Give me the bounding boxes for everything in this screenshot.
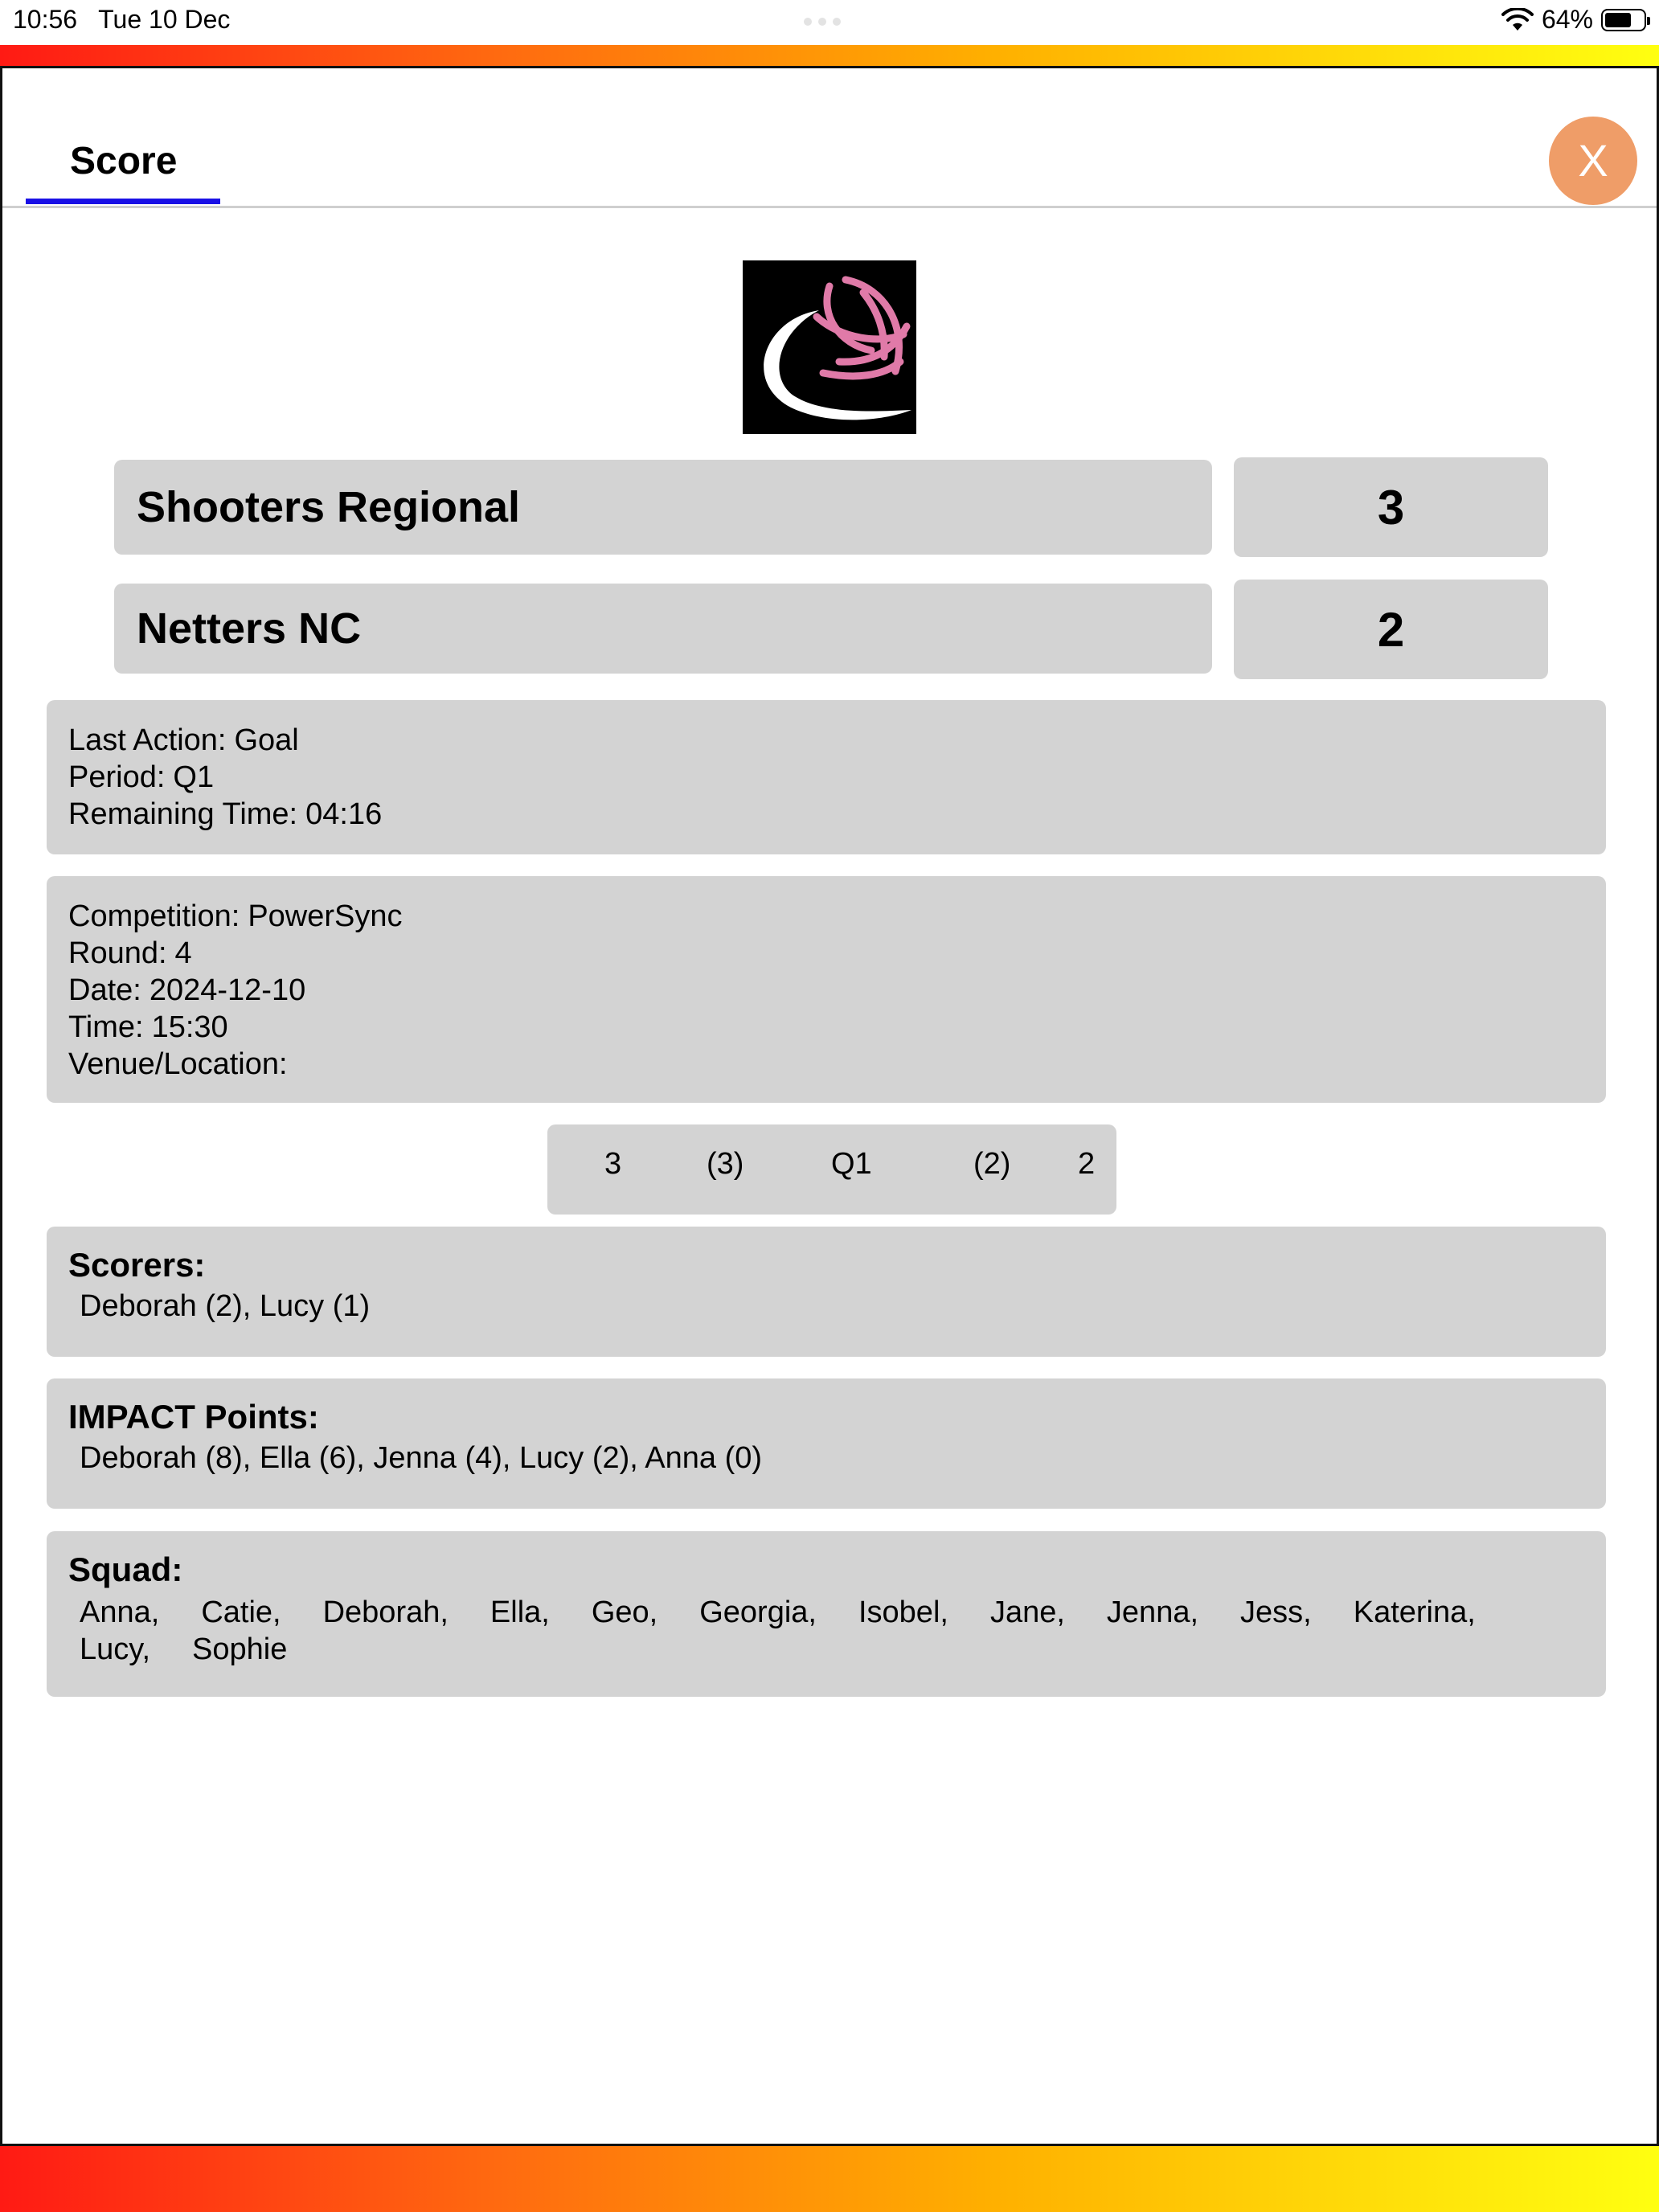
squad-member: Lucy,	[80, 1632, 151, 1666]
squad-member: Katerina,	[1353, 1596, 1476, 1629]
last-action-value: Goal	[234, 723, 299, 757]
date-row: Date: 2024-12-10	[68, 973, 306, 1007]
status-indicators	[1501, 5, 1646, 35]
squad-title: Squad:	[68, 1550, 183, 1588]
status-time: 10:56	[13, 5, 78, 34]
squad-panel	[47, 1531, 1606, 1697]
impact-points-title: IMPACT Points:	[68, 1398, 319, 1436]
competition-row: Competition: PowerSync	[68, 899, 403, 933]
period-value: Q1	[173, 760, 215, 794]
squad-member: Jenna,	[1106, 1596, 1199, 1629]
squad-member: Catie,	[201, 1596, 281, 1629]
top-gradient-bar	[0, 45, 1659, 66]
squad-member: Anna,	[80, 1596, 160, 1629]
impact-points-list: Deborah (8), Ella (6), Jenna (4), Lucy (2), Anna (0)	[80, 1441, 763, 1475]
squad-member: Geo,	[591, 1596, 658, 1629]
squad-member: Georgia,	[699, 1596, 817, 1629]
away-team-name: Netters NC	[114, 584, 1212, 674]
tab-score[interactable]: Score	[70, 140, 178, 182]
competition-value: PowerSync	[248, 899, 403, 933]
away-total-score: 2	[1078, 1147, 1096, 1181]
round-value: 4	[174, 936, 192, 970]
tab-divider	[2, 206, 1657, 208]
game-status-panel	[47, 700, 1606, 854]
away-team-score: 2	[1234, 580, 1548, 679]
squad-member: Ella,	[490, 1596, 550, 1629]
close-button[interactable]: X	[1549, 117, 1637, 205]
squad-list	[80, 1594, 1607, 1668]
home-team-score: 3	[1234, 457, 1548, 557]
squad-member: Isobel,	[858, 1596, 948, 1629]
multitasking-dots-icon[interactable]	[804, 18, 841, 26]
squad-member: Deborah,	[322, 1596, 449, 1629]
remaining-time-value: 04:16	[305, 797, 383, 831]
status-time-date	[13, 5, 230, 35]
status-bar	[0, 0, 1659, 45]
battery-icon	[1601, 9, 1646, 31]
score-sheet	[0, 66, 1659, 2146]
remaining-time-row: Remaining Time: 04:16	[68, 797, 383, 831]
last-action-row: Last Action: Goal	[68, 723, 299, 757]
venue-row: Venue/Location:	[68, 1047, 288, 1081]
impact-points-panel	[47, 1378, 1606, 1509]
scorers-title: Scorers:	[68, 1246, 206, 1284]
scorers-panel	[47, 1227, 1606, 1357]
home-total-score: 3	[604, 1147, 622, 1181]
squad-member: Jess,	[1240, 1596, 1312, 1629]
home-team-name: Shooters Regional	[114, 460, 1212, 555]
time-value: 15:30	[151, 1010, 228, 1044]
period-label: Q1	[831, 1147, 872, 1181]
squad-member: Jane,	[989, 1596, 1065, 1629]
status-date: Tue 10 Dec	[98, 5, 231, 34]
match-details-panel	[47, 876, 1606, 1103]
tab-score-indicator	[26, 199, 220, 204]
time-row: Time: 15:30	[68, 1010, 228, 1044]
round-row: Round: 4	[68, 936, 192, 970]
period-row: Period: Q1	[68, 760, 215, 794]
battery-percent: 64%	[1541, 5, 1593, 34]
team-logo-icon	[743, 260, 916, 434]
squad-member: Sophie	[192, 1632, 288, 1666]
away-period-score: (2)	[973, 1147, 1011, 1181]
scorers-list: Deborah (2), Lucy (1)	[80, 1289, 371, 1323]
home-period-score: (3)	[707, 1147, 744, 1181]
bottom-gradient-bar	[0, 2146, 1659, 2212]
date-value: 2024-12-10	[149, 973, 306, 1007]
wifi-icon	[1501, 8, 1534, 32]
period-score-summary	[547, 1124, 1116, 1215]
